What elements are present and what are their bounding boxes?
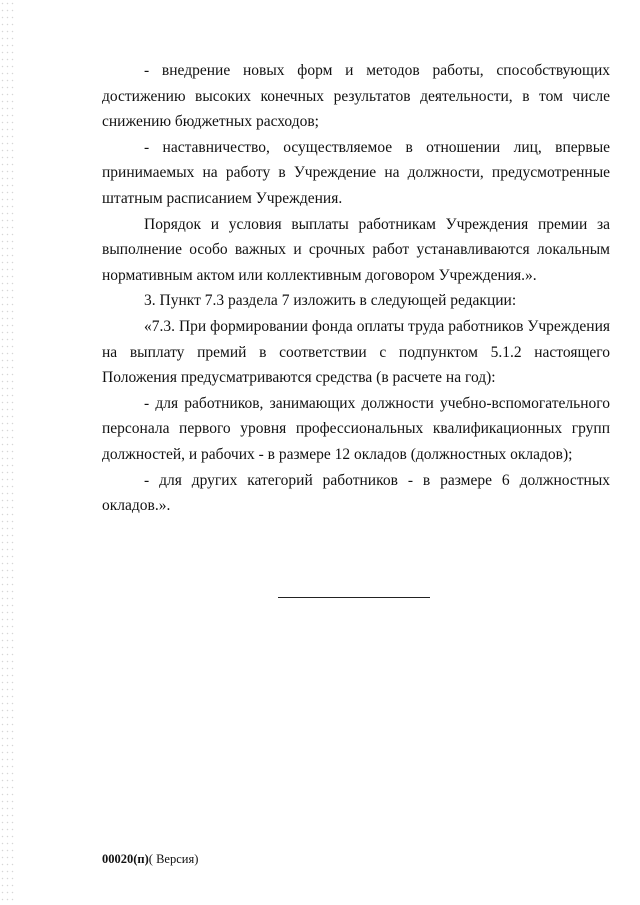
footer-version-label: ( Версия): [148, 852, 199, 866]
paragraph-innovation-bullet: - внедрение новых форм и методов работы, способствующих достижению высоких конечных результатов деятельности, в том числе снижению бюджетных расходов;: [102, 62, 610, 131]
paragraph-other-staff-bullet: - для других категорий работников - в размере 6 должностных окладов.».: [102, 471, 610, 515]
paragraph-item-3-amendment: 3. Пункт 7.3 раздела 7 изложить в следующей редакции:: [144, 292, 517, 310]
scan-edge-artifact: [0, 0, 14, 905]
footer-code-number: 00020(п): [102, 852, 149, 866]
paragraph-support-staff-bullet: - для работников, занимающих должности учебно-вспомогательного персонала первого уровня профессиональных квалификационных групп должностей, и рабочих - в размере 12 окладов (должностных окладов);: [102, 394, 610, 463]
closing-divider-line: [278, 597, 430, 598]
footer-document-code: [102, 851, 198, 867]
paragraph-bonus-procedure: Порядок и условия выплаты работникам Учреждения премии за выполнение особо важных и срочных работ устанавливаются локальным нормативным актом или коллективным договором Учреждения.».: [102, 215, 610, 284]
paragraph-clause-7-3: «7.3. При формировании фонда оплаты труда работников Учреждения на выплату премий в соответствии с подпунктом 5.1.2 настоящего Положения предусматриваются средства (в расчете на год):: [102, 317, 610, 387]
paragraph-mentoring-bullet: - наставничество, осуществляемое в отношении лиц, впервые принимаемых на работу в Учреждение на должности, предусмотренные штатным расписанием Учреждения.: [102, 138, 610, 207]
document-body: [102, 58, 610, 519]
